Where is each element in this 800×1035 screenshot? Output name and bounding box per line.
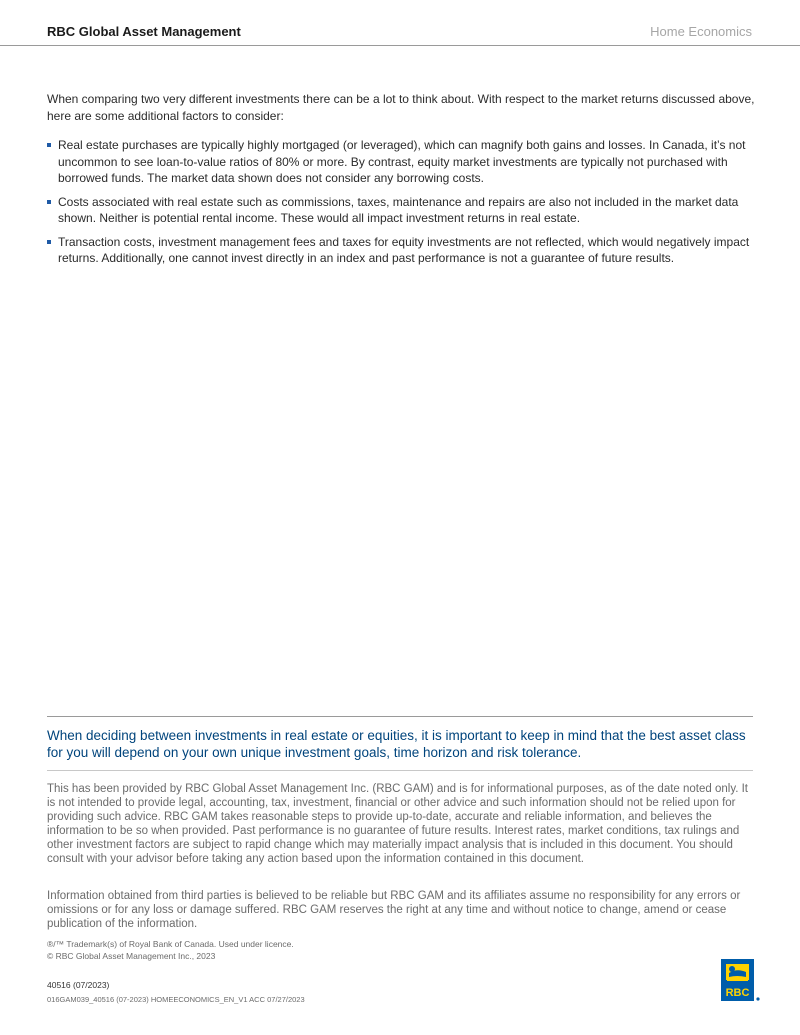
callout-text: When deciding between investments in real estate or equities, it is important to keep in mind that the best asset class for you will depend on your own unique investment goals, time horizon and risk tolerance.	[47, 728, 746, 760]
third-party-disclaimer: Information obtained from third parties is believed to be reliable but RBC GAM and its affiliates assume no responsibility for any errors or omissions or for any loss or damage suffered. RBC GAM reserves the right at any time and without notice to change, amend or cease publication of the information.	[47, 890, 741, 930]
logo-text: RBC	[725, 987, 750, 999]
section-title: Home Economics	[650, 24, 752, 39]
factors-list	[47, 137, 757, 274]
divider-bottom	[47, 770, 753, 771]
intro-paragraph: When comparing two very different investments there can be a lot to think about. With respect to the market returns discussed above, here are some additional factors to consider:	[47, 92, 755, 123]
page-header	[0, 0, 800, 46]
document-code: 016GAM039_40516 (07-2023) HOMEECONOMICS_EN_V1 ACC 07/27/2023	[47, 995, 305, 1004]
list-item-text: Real estate purchases are typically highly mortgaged (or leveraged), which can magnify both gains and losses. In Canada, it’s not uncommon to see loan-to-value ratios of 80% or more. By contrast, equity market investments are typically not purchased with borrowed funds. The market data shown does not consider any borrowing costs.	[58, 138, 746, 185]
bullet-square-icon	[47, 240, 51, 244]
brand-title: RBC Global Asset Management	[47, 24, 241, 39]
trademark-note: ®/™ Trademark(s) of Royal Bank of Canada. Used under licence.	[47, 939, 294, 949]
bullet-square-icon	[47, 143, 51, 147]
list-item	[47, 194, 757, 227]
divider-top	[47, 716, 753, 717]
legal-notes	[47, 938, 294, 962]
bullet-square-icon	[47, 200, 51, 204]
rbc-lion-shield-icon	[720, 958, 762, 1004]
list-item-text: Transaction costs, investment management fees and taxes for equity investments are not reflected, which would negatively impact returns. Additionally, one cannot invest directly in an index and past performance is not a guarantee of future results.	[58, 234, 750, 265]
list-item-text: Costs associated with real estate such as commissions, taxes, maintenance and repairs are also not included in the market data shown. Neither is potential rental income. These would all impact investment returns in real estate.	[58, 194, 739, 225]
list-item	[47, 137, 757, 187]
copyright-note: © RBC Global Asset Management Inc., 2023	[47, 951, 216, 961]
disclaimer-paragraph: This has been provided by RBC Global Asset Management Inc. (RBC GAM) and is for informational purposes, as of the date noted only. It is not intended to provide legal, accounting, tax, investment, financial or other advice and such information should not be relied upon for providing such advice. RBC GAM takes reasonable steps to provide up-to-date, accurate and reliable information, and believes the information to be so when provided. Past performance is no guarantee of future results. Interest rates, market conditions, tax rulings and other investment factors are subject to rapid change which may materially impact analysis that is included in this document. You should consult with your advisor before taking any action based upon the information contained in this document.	[47, 783, 749, 865]
document-number: 40516 (07/2023)	[47, 980, 110, 990]
list-item	[47, 234, 757, 267]
